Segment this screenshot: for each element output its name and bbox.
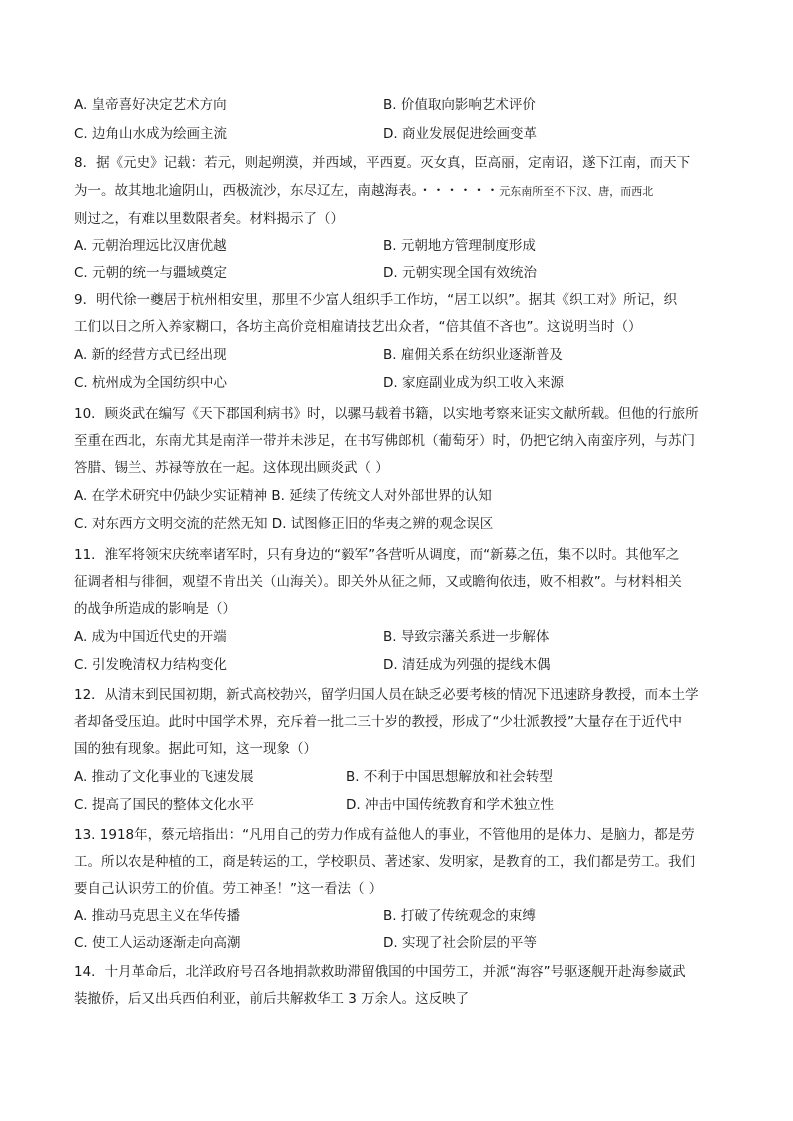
q8-stem-line-1: 8．据《元史》记载：若元，则起朔漠，并西域，平西夏。灭女真，臣高丽，定南诏，遂下江南，而天下 [74, 155, 691, 171]
q11-option-b[interactable]: B. 导致宗藩关系进一步解体 [383, 629, 550, 645]
q11-stem-line-3: 的战争所造成的影响是（） [74, 601, 236, 617]
q11-option-a[interactable]: A. 成为中国近代史的开端 [74, 629, 227, 645]
q8-stem-small-text: 元东南所至不下汉、唐，而西北 [499, 185, 654, 198]
q13-stem-line-1: 13. 1918年，蔡元培指出：“凡用自己的劳力作成有益他人的事业，不管他用的是体力、是脑力，都是劳 [74, 827, 695, 843]
q11-option-c[interactable]: C. 引发晚清权力结构变化 [74, 657, 228, 673]
q9-option-d[interactable]: D. 家庭副业成为织工收入来源 [383, 375, 564, 391]
q8-option-c[interactable]: C. 元朝的统一与疆域奠定 [74, 265, 228, 281]
q13-option-a[interactable]: A. 推动马克思主义在华传播 [74, 908, 241, 924]
q9-stem-line-2: 工们以日之所入养家糊口，各坊主高价竞相雇请技艺出众者，“倍其值不吝也”。这说明当时（） [74, 319, 642, 335]
q10-stem-line-1: 10．顾炎武在编写《天下郡国利病书》时，以骡马载着书籍，以实地考察来证实文献所载。但他的行旅所 [74, 406, 699, 422]
q13-stem-line-2: 工。所以农是种植的工，商是转运的工，学校职员、著述家、发明家，是教育的工，我们都是劳工。我们 [74, 854, 695, 870]
q9-option-b[interactable]: B. 雇佣关系在纺织业逐渐普及 [383, 347, 563, 363]
q10-options-cd[interactable]: C. 对东西方文明交流的茫然无知 D. 试图修正旧的华夷之辨的观念误区 [74, 516, 494, 532]
q10-stem-line-2: 至重在西北，东南尤其是南洋一带并未涉足，在书写佛郎机（葡萄牙）时，仍把它纳入南蛮序列，与苏门 [74, 433, 695, 449]
q11-stem-line-2: 征调者相与徘徊，观望不肯出关（山海关）。即关外从征之师，又或瞻徇依违，败不相救”。与材料相关 [74, 574, 682, 590]
q11-option-d[interactable]: D. 清廷成为列强的提线木偶 [383, 657, 551, 673]
q12-stem-line-2: 者却备受压迫。此时中国学术界，充斥着一批二三十岁的教授，形成了“少壮派教授”大量存在于近代中 [74, 714, 682, 730]
q7-option-d[interactable]: D. 商业发展促进绘画变革 [383, 126, 537, 142]
q12-option-a[interactable]: A. 推动了文化事业的飞速发展 [74, 769, 254, 785]
q8-option-b[interactable]: B. 元朝地方管理制度形成 [383, 238, 536, 254]
q9-option-c[interactable]: C. 杭州成为全国纺织中心 [74, 375, 228, 391]
q9-option-a[interactable]: A. 新的经营方式已经出现 [74, 347, 227, 363]
q12-option-d[interactable]: D. 冲击中国传统教育和学术独立性 [346, 797, 554, 813]
q12-stem-line-3: 国的独有现象。据此可知，这一现象（） [74, 741, 317, 757]
q12-stem-line-1: 12．从清末到民国初期，新式高校勃兴，留学归国人员在缺乏必要考核的情况下迅速跻身教授，而本土学 [74, 687, 699, 703]
q7-option-c[interactable]: C. 边角山水成为绘画主流 [74, 126, 228, 142]
q14-stem-line-2: 装撤侨，后又出兵西伯利亚，前后共解救华工 3 万余人。这反映了 [74, 991, 470, 1007]
q10-stem-line-3: 答腊、锡兰、苏禄等放在一起。这体现出顾炎武（ ） [74, 460, 389, 476]
q7-option-a[interactable]: A. 皇帝喜好决定艺术方向 [74, 97, 227, 113]
q8-stem-line-2 [74, 182, 734, 201]
q13-option-c[interactable]: C. 使工人运动逐渐走向高潮 [74, 935, 241, 951]
q8-option-d[interactable]: D. 元朝实现全国有效统治 [383, 265, 537, 281]
q12-option-b[interactable]: B. 不利于中国思想解放和社会转型 [346, 769, 553, 785]
q9-stem-line-1: 9．明代徐一夔居于杭州相安里，那里不少富人组织手工作坊，“居工以织”。据其《织工对》所记，织 [74, 292, 678, 308]
q12-option-c[interactable]: C. 提高了国民的整体文化水平 [74, 797, 255, 813]
q7-option-b[interactable]: B. 价值取向影响艺术评价 [383, 97, 536, 113]
q8-stem-line-3: 则过之，有难以里数限者矣。材料揭示了（） [74, 211, 344, 227]
q11-stem-line-1: 11．淮军将领宋庆统率诸军时，只有身边的“毅军”各营听从调度，而“新募之伍，集不以时。其他军之 [74, 547, 680, 563]
q10-options-ab[interactable]: A. 在学术研究中仍缺少实证精神 B. 延续了传统文人对外部世界的认知 [74, 488, 492, 504]
q13-stem-line-3: 要自己认识劳工的价值。劳工神圣！”这一看法（ ） [74, 881, 383, 897]
q8-option-a[interactable]: A. 元朝治理远比汉唐优越 [74, 238, 227, 254]
q8-stem-line-2-text: 为一。故其地北逾阴山，西极流沙，东尽辽左，南越海表。・・・・・・ [74, 183, 500, 199]
q13-option-b[interactable]: B. 打破了传统观念的束缚 [383, 908, 536, 924]
q13-option-d[interactable]: D. 实现了社会阶层的平等 [383, 935, 537, 951]
q14-stem-line-1: 14．十月革命后，北洋政府号召各地捐款救助滞留俄国的中国劳工，并派“海容”号驱逐舰开赴海参崴武 [74, 964, 686, 980]
